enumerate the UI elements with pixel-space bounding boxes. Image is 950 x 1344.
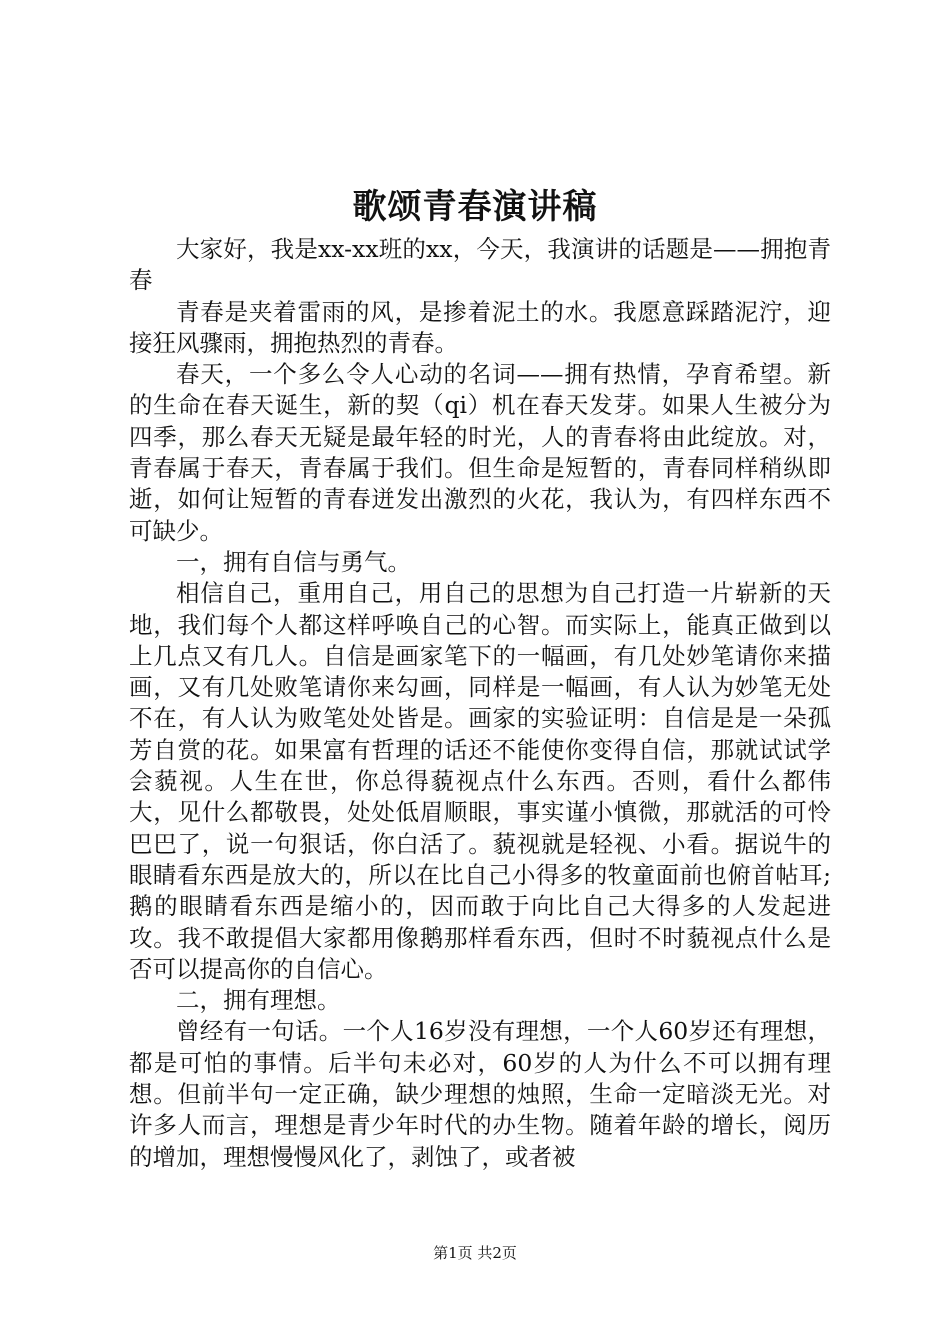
document-title: 歌颂青春演讲稿 [352, 187, 598, 227]
section-heading-ideals: 二，拥有理想。 [176, 986, 341, 1015]
document-body [129, 234, 831, 1173]
page-footer: 第1页 共2页 [433, 1244, 517, 1262]
paragraph-spring: 春天，一个多么令人心动的名词——拥有热情，孕育希望。新的生命在春天诞生，新的契（qi）机在春天发芽。如果人生被分为四季，那么春天无疑是最年轻的时光，人的青春将由此绽放。对，青春属于春天，青春属于我们。但生命是短暂的，青春同样稍纵即逝，如何让短暂的青春迸发出激烈的火花，我认为，有四样东西不可缺少。 [129, 360, 831, 545]
paragraph-youth-wind: 青春是夹着雷雨的风，是掺着泥土的水。我愿意踩踏泥泞，迎接狂风骤雨，拥抱热烈的青春。 [129, 297, 831, 357]
paragraph-ideals: 曾经有一句话。一个人16岁没有理想，一个人60岁还有理想，都是可怕的事情。后半句未必对，60岁的人为什么不可以拥有理想。但前半句一定正确，缺少理想的烛照，生命一定暗淡无光。对许多人而言，理想是青少年时代的办生物。随着年龄的增长，阅历的增加，理想慢慢风化了，剥蚀了，或者被 [129, 1017, 831, 1171]
paragraph-greeting: 大家好，我是xx-xx班的xx，今天，我演讲的话题是——拥抱青春 [129, 235, 831, 295]
section-heading-confidence: 一，拥有自信与勇气。 [176, 547, 411, 576]
paragraph-confidence: 相信自己，重用自己，用自己的思想为自己打造一片崭新的天地，我们每个人都这样呼唤自己的心智。而实际上，能真正做到以上几点又有几人。自信是画家笔下的一幅画，有几处妙笔请你来描画，又有几处败笔请你来勾画，同样是一幅画，有人认为妙笔无处不在，有人认为败笔处处皆是。画家的实验证明：自信是是一朵孤芳自赏的花。如果富有哲理的话还不能使你变得自信，那就试试学会藐视。人生在世，你总得藐视点什么东西。否则，看什么都伟大，见什么都敬畏，处处低眉顺眼，事实谨小慎微，那就活的可怜巴巴了，说一句狠话，你白活了。藐视就是轻视、小看。据说牛的眼睛看东西是放大的，所以在比自己小得多的牧童面前也俯首帖耳;鹅的眼睛看东西是缩小的，因而敢于向比自己大得多的人发起进攻。我不敢提倡大家都用像鹅那样看东西，但时不时藐视点什么是否可以提高你的自信心。 [129, 579, 831, 983]
